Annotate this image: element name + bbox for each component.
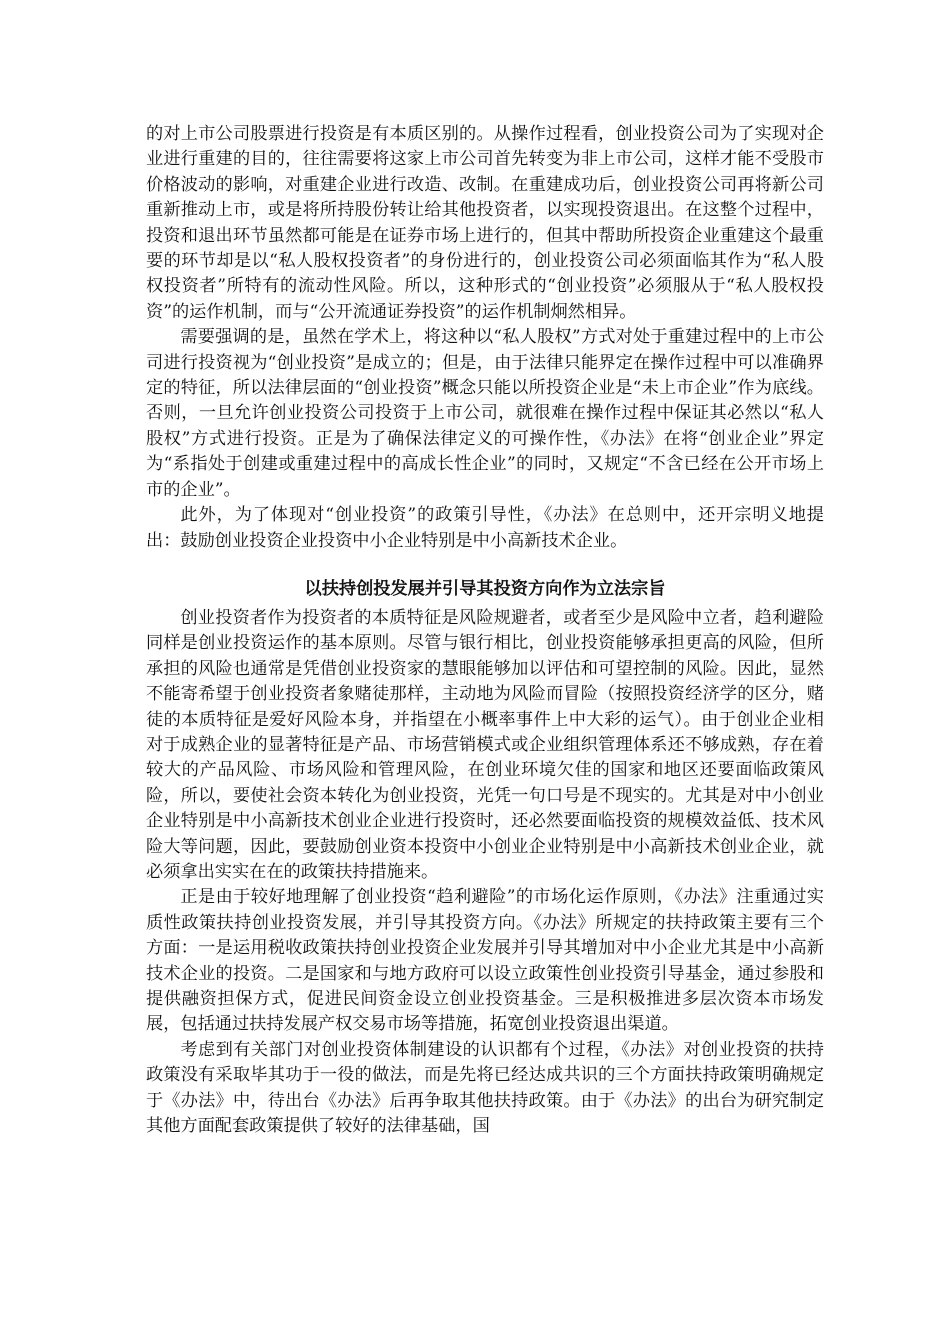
paragraph: 正是由于较好地理解了创业投资“趋利避险”的市场化运作原则，《办法》注重通过实质性政策扶持创业投资发展，并引导其投资方向。《办法》所规定的扶持政策主要有三个方面：一是运用税收政策扶持创业投资企业发展并引导其增加对中小企业尤其是中小高新技术企业的投资。二是国家和与地方政府可以设立政策性创业投资引导基金，通过参股和提供融资担保方式，促进民间资金设立创业投资基金。三是积极推进多层次资本市场发展，包括通过扶持发展产权交易市场等措施，拓宽创业投资退出渠道。 xyxy=(146,887,824,1035)
paragraph-continuation: 的对上市公司股票进行投资是有本质区别的。从操作过程看，创业投资公司为了实现对企业进行重建的目的，往往需要将这家上市公司首先转变为非上市公司，这样才能不受股市价格波动的影响，对重建企业进行改造、改制。在重建成功后，创业投资公司再将新公司重新推动上市，或是将所持股份转让给其他投资者，以实现投资退出。在这整个过程中，投资和退出环节虽然都可能是在证券市场上进行的，但其中帮助所投资企业重建这个最重要的环节却是以“私人股权投资者”的身份进行的，创业投资公司必须面临其作为“私人股权投资者”所特有的流动性风险。所以，这种形式的“创业投资”必须服从于“私人股权投资”的运作机制，而与“公开流通证券投资”的运作机制炯然相异。 xyxy=(146,124,824,322)
paragraph: 考虑到有关部门对创业投资体制建设的认识都有个过程，《办法》对创业投资的扶持政策没有采取毕其功于一役的做法，而是先将已经达成共识的三个方面扶持政策明确规定于《办法》中，待出台《办法》后再争取其他扶持政策。由于《办法》的出台为研究制定其他方面配套政策提供了较好的法律基础，国 xyxy=(146,1039,824,1137)
section-heading: 以扶持创投发展并引导其投资方向作为立法宗旨 xyxy=(304,578,666,599)
paragraph: 此外，为了体现对“创业投资”的政策引导性，《办法》在总则中，还开宗明义地提出：鼓励创业投资企业投资中小企业特别是中小高新技术企业。 xyxy=(146,505,824,551)
paragraph: 需要强调的是，虽然在学术上，将这种以“私人股权”方式对处于重建过程中的上市公司进行投资视为“创业投资”是成立的；但是，由于法律只能界定在操作过程中可以准确界定的特征，所以法律层面的“创业投资”概念只能以所投资企业是“未上市企业”作为底线。否则，一旦允许创业投资公司投资于上市公司，就很难在操作过程中保证其必然以“私人股权”方式进行投资。正是为了确保法律定义的可操作性，《办法》在将“创业企业”界定为“系指处于创建或重建过程中的高成长性企业”的同时，又规定“不含已经在公开市场上市的企业”。 xyxy=(146,327,824,500)
section-spacer xyxy=(146,554,824,576)
document-body xyxy=(146,122,824,1139)
paragraph: 创业投资者作为投资者的本质特征是风险规避者，或者至少是风险中立者，趋利避险同样是创业投资运作的基本原则。尽管与银行相比，创业投资能够承担更高的风险，但所承担的风险也通常是凭借创业投资家的慧眼能够加以评估和可望控制的风险。因此，显然不能寄希望于创业投资者象赌徒那样，主动地为风险而冒险（按照投资经济学的区分，赌徒的本质特征是爱好风险本身，并指望在小概率事件上中大彩的运气）。由于创业企业相对于成熟企业的显著特征是产品、市场营销模式或企业组织管理体系还不够成熟，存在着较大的产品风险、市场风险和管理风险，在创业环境欠佳的国家和地区还要面临政策风险，所以，要使社会资本转化为创业投资，光凭一句口号是不现实的。尤其是对中小创业企业特别是中小高新技术创业企业进行投资时，还必然要面临投资的规模效益低、技术风险大等问题，因此，要鼓励创业资本投资中小创业企业特别是中小高新技术创业企业，就必须拿出实实在在的政策扶持措施来。 xyxy=(146,607,824,882)
